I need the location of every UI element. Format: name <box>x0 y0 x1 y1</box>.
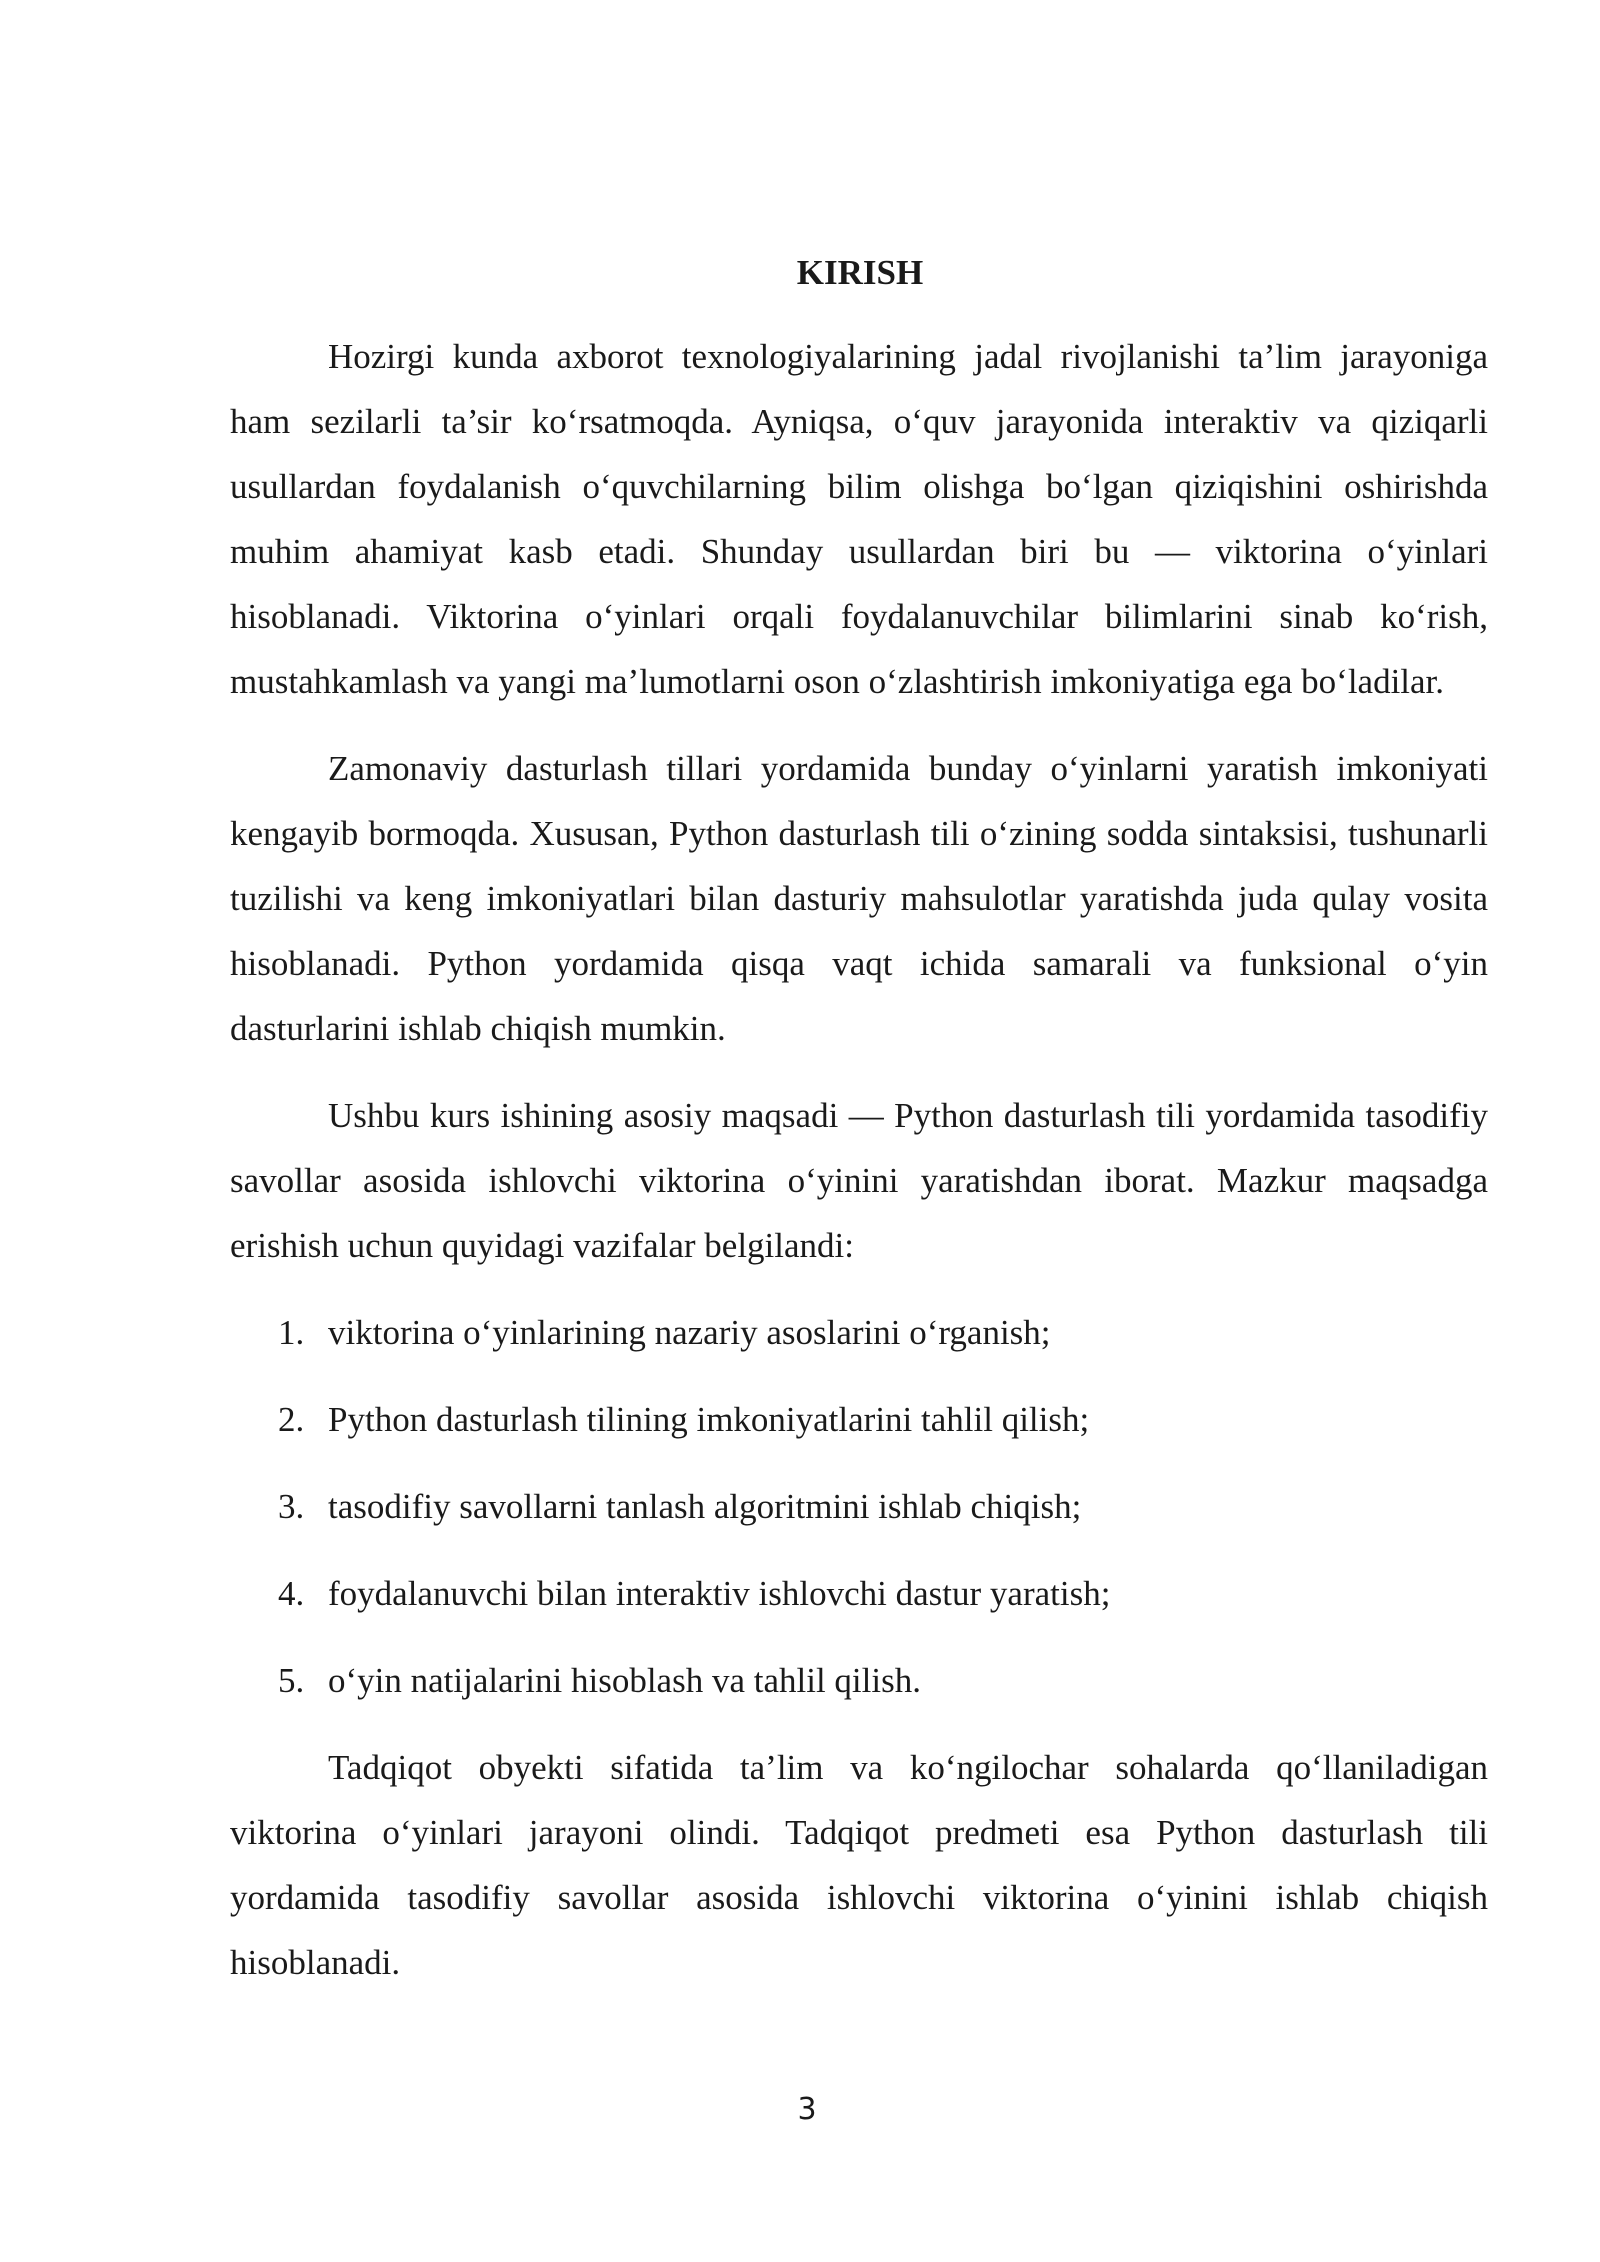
list-item <box>230 1387 1488 1452</box>
section-title: KIRISH <box>796 253 924 292</box>
intro-paragraph-1: Hozirgi kunda axborot texnologiyalarining jadal rivojlanishi ta’lim jarayoniga ham sezilarli ta’sir ko‘rsatmoqda. Ayniqsa, o‘quv jarayonida interaktiv va qiziqarli usullardan foydalanish o‘quvchilarning bilim olishga bo‘lgan qiziqishini oshirishda muhim ahamiyat kasb etadi. Shunday usullardan biri bu — viktorina o‘yinlari hisoblanadi. Viktorina o‘yinlari orqali foydalanuvchilar bilimlarini sinab ko‘rish, mustahkamlash va yangi ma’lumotlarni oson o‘zlashtirish imkoniyatiga ega bo‘ladilar. <box>230 337 1488 701</box>
page-number: 3 <box>797 2092 817 2127</box>
list-item-number: 4. <box>278 1574 305 1613</box>
list-item <box>230 1474 1488 1539</box>
intro-paragraph-2: Zamonaviy dasturlash tillari yordamida bunday o‘yinlarni yaratish imkoniyati kengayib bormoqda. Xususan, Python dasturlash tili o‘zining sodda sintaksisi, tushunarli tuzilishi va keng imkoniyatlari bilan dasturiy mahsulotlar yaratishda juda qulay vosita hisoblanadi. Python yordamida qisqa vaqt ichida samarali va funksional o‘yin dasturlarini ishlab chiqish mumkin. <box>230 749 1488 1048</box>
list-item-text: viktorina o‘yinlarining nazariy asoslarini o‘rganish; <box>328 1313 1051 1352</box>
list-item <box>230 1648 1488 1713</box>
intro-paragraph-3: Ushbu kurs ishining asosiy maqsadi — Python dasturlash tili yordamida tasodifiy savollar asosida ishlovchi viktorina o‘yinini yaratishdan iborat. Mazkur maqsadga erishish uchun quyidagi vazifalar belgilandi: <box>230 1096 1488 1265</box>
list-item-text: tasodifiy savollarni tanlash algoritmini ishlab chiqish; <box>328 1487 1082 1526</box>
list-item-number: 5. <box>278 1661 305 1700</box>
list-item-text: Python dasturlash tilining imkoniyatlarini tahlil qilish; <box>328 1400 1090 1439</box>
page-content <box>230 248 1488 2017</box>
list-item-number: 1. <box>278 1313 305 1352</box>
list-item <box>230 1300 1488 1365</box>
closing-paragraph: Tadqiqot obyekti sifatida ta’lim va ko‘ngilochar sohalarda qo‘llaniladigan viktorina o‘yinlari jarayoni olindi. Tadqiqot predmeti esa Python dasturlash tili yordamida tasodifiy savollar asosida ishlovchi viktorina o‘yinini ishlab chiqish hisoblanadi. <box>230 1748 1488 1982</box>
list-item-number: 3. <box>278 1487 305 1526</box>
list-item-text: o‘yin natijalarini hisoblash va tahlil qilish. <box>328 1661 921 1700</box>
list-item-number: 2. <box>278 1400 305 1439</box>
list-item <box>230 1561 1488 1626</box>
task-list <box>230 1300 1488 1713</box>
list-item-text: foydalanuvchi bilan interaktiv ishlovchi dastur yaratish; <box>328 1574 1111 1613</box>
